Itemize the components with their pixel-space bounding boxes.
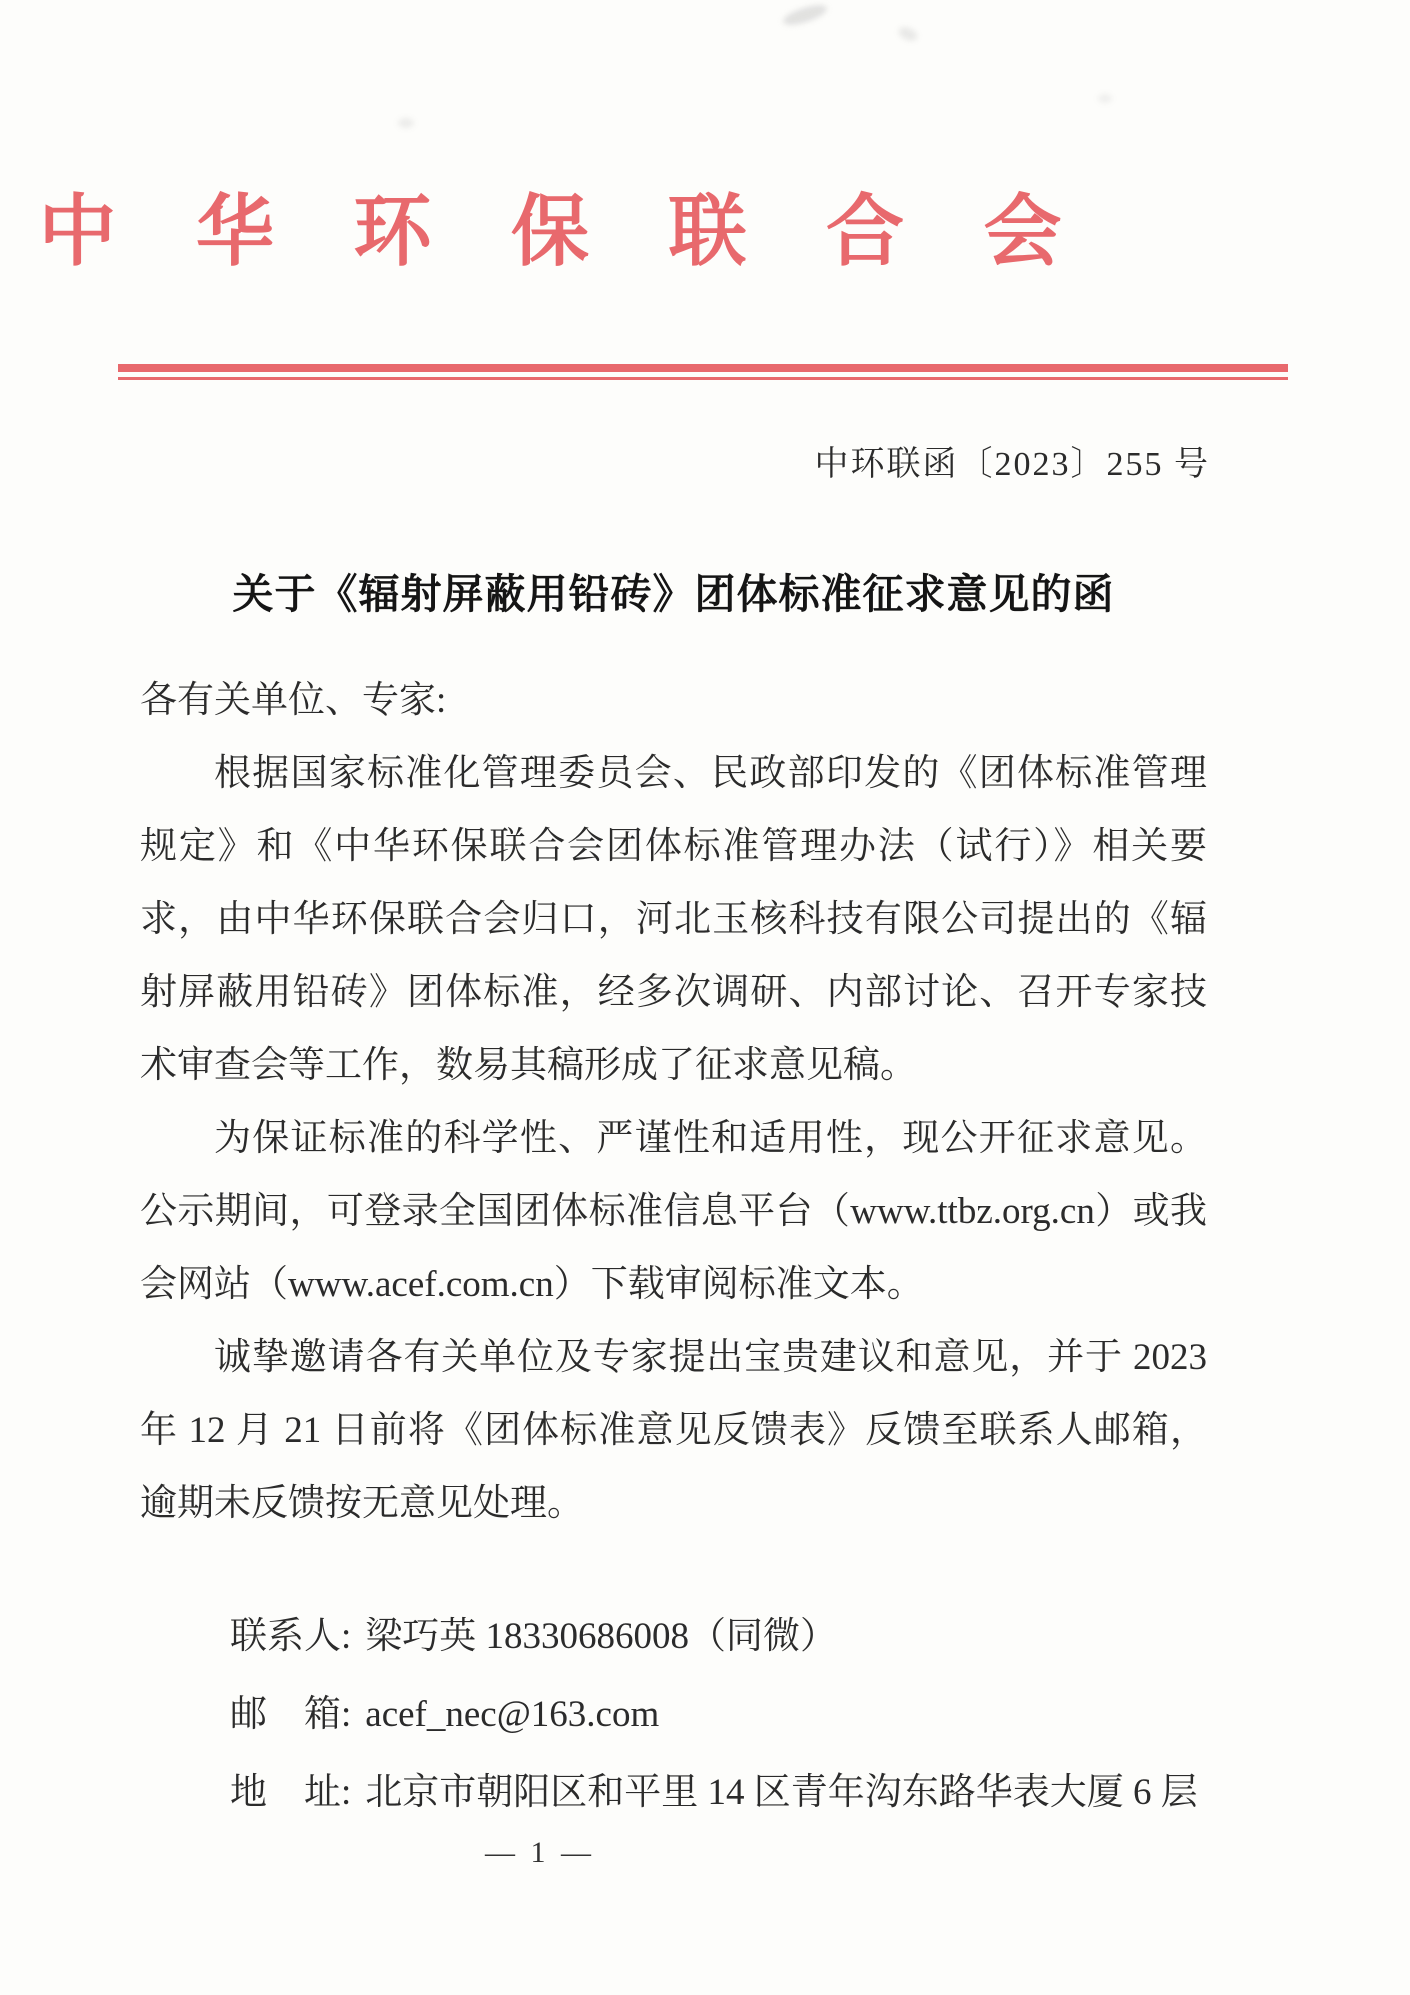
letterhead [0, 182, 1130, 282]
body-paragraph-3: 诚挚邀请各有关单位及专家提出宝贵建议和意见，并于 2023 年 12 月 21 日前将《团体标准意见反馈表》反馈至联系人邮箱，逾期未反馈按无意见处理。 [140, 1337, 1207, 1524]
contact-block [140, 1598, 1207, 1832]
contact-person-label: 联系人: [230, 1616, 352, 1657]
contact-address-value: 北京市朝阳区和平里 14 区青年沟东路华表大厦 6 层 [365, 1772, 1198, 1813]
scan-smudge [1098, 94, 1112, 103]
letterhead-divider-thin [118, 377, 1288, 380]
letterhead-divider-thick [118, 364, 1288, 372]
scan-smudge [398, 118, 414, 128]
scan-smudge [896, 24, 919, 43]
contact-email-value: acef_nec@163.com [365, 1694, 660, 1735]
contact-person-line [140, 1598, 1207, 1676]
contact-person-value: 梁巧英 18330686008（同微） [365, 1616, 838, 1657]
salutation: 各有关单位、专家: [140, 680, 447, 721]
scan-smudge [781, 1, 829, 29]
document-title: 关于《辐射屏蔽用铅砖》团体标准征求意见的函 [232, 571, 1115, 617]
document-body [140, 664, 1207, 1832]
body-paragraph-2: 为保证标准的科学性、严谨性和适用性，现公开征求意见。公示期间，可登录全国团体标准信息平台（www.ttbz.org.cn）或我会网站（www.acef.com.cn）下载审阅标准文本。 [140, 1118, 1207, 1305]
contact-email-label: 邮 箱: [230, 1694, 352, 1735]
organization-name: 中 华 环 保 联 合 会 [38, 188, 1092, 275]
document-number: 中环联函〔2023〕255 号 [814, 446, 1210, 483]
contact-address-label: 地 址: [230, 1772, 352, 1813]
body-paragraph-1: 根据国家标准化管理委员会、民政部印发的《团体标准管理规定》和《中华环保联合会团体标准管理办法（试行）》相关要求，由中华环保联合会归口，河北玉核科技有限公司提出的《辐射屏蔽用铅砖》团体标准，经多次调研、内部讨论、召开专家技术审查会等工作，数易其稿形成了征求意见稿。 [140, 753, 1207, 1086]
contact-email-line [140, 1676, 1207, 1754]
contact-address-line [140, 1754, 1207, 1832]
page-number: — 1 — [485, 1836, 595, 1869]
